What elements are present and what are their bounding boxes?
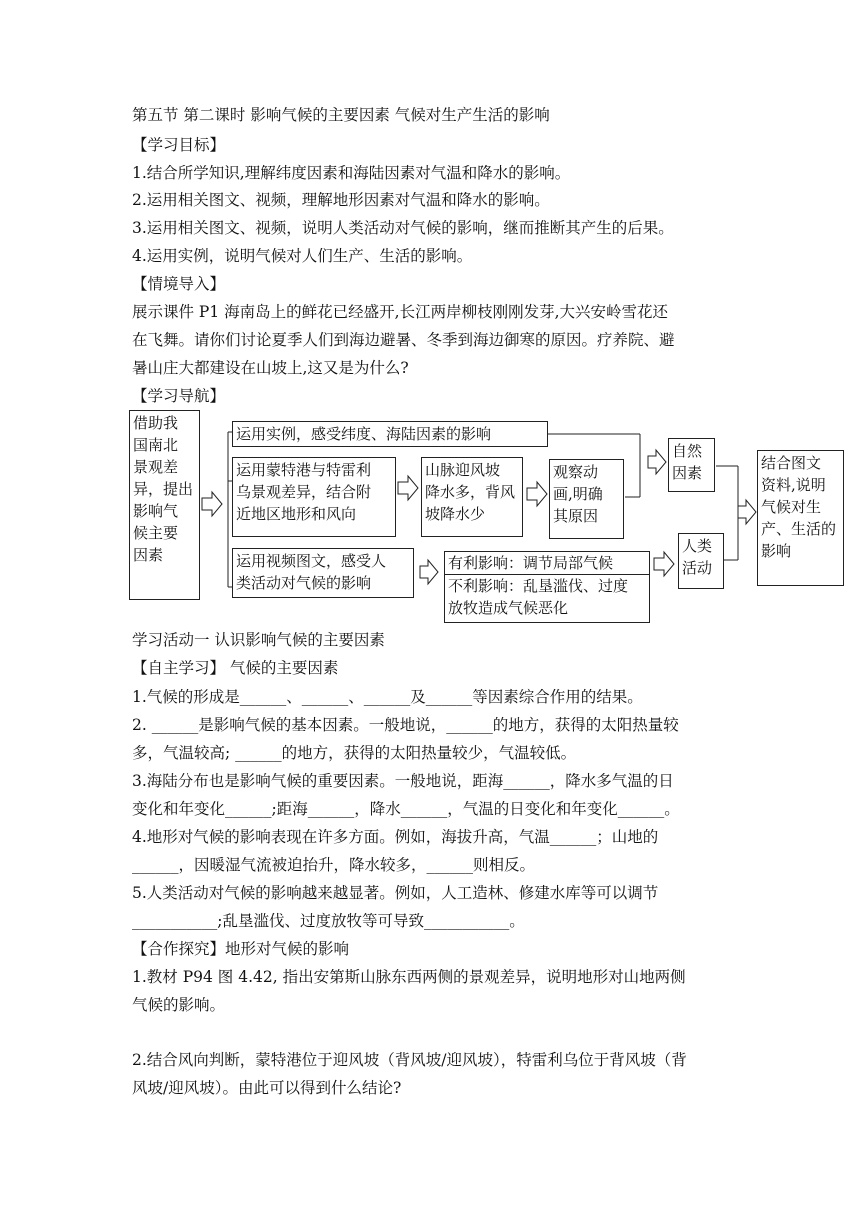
objective-item: 2.运用相关图文、视频，理解地形因素对气温和降水的影响。 — [132, 191, 550, 209]
objective-item: 1.结合所学知识,理解纬度因素和海陆因素对气温和降水的影响。 — [132, 164, 571, 182]
coop-line: 风坡/迎风坡）。由此可以得到什么结论? — [132, 1079, 402, 1097]
self-study-heading: 【自主学习】 气候的主要因素 — [132, 659, 339, 677]
flow-box-human-activity: 人类 活动 — [678, 533, 724, 589]
flow-box-start: 借助我 国南北 景观差 异，提出 影响气 候主要 因素 — [129, 410, 200, 600]
question-line: 2. ______是影响气候的基本因素。一般地说，______的地方，获得的太阳热量较 — [132, 716, 679, 734]
flow-box-mountain-slope: 山脉迎风坡 降水多，背风 坡降水少 — [421, 457, 523, 537]
objectives-heading: 【学习目标】 — [132, 136, 226, 154]
flow-box-natural-factors: 自然 因素 — [668, 438, 715, 492]
question-line: 5.人类活动对气候的影响越来越显著。例如，人工造林、修建水库等可以调节 — [132, 884, 659, 902]
flow-box-observe: 观察动 画,明确 其原因 — [549, 459, 624, 539]
intro-heading: 【情境导入】 — [132, 275, 226, 293]
question-line: ______，因暖湿气流被迫抬升，降水较多，______则相反。 — [132, 856, 536, 874]
page-title: 第五节 第二课时 影响气候的主要因素 气候对生产生活的影响 — [132, 106, 550, 124]
question-line: 4.地形对气候的影响表现在许多方面。例如，海拔升高，气温______；山地的 — [132, 828, 659, 846]
nav-heading: 【学习导航】 — [132, 387, 226, 405]
intro-line: 在飞舞。请你们讨论夏季人们到海边避暑、冬季到海边御寒的原因。疗养院、避 — [132, 331, 675, 349]
arrow-icon — [648, 450, 666, 474]
objective-item: 3.运用相关图文、视频，说明人类活动对气候的影响，继而推断其产生的后果。 — [132, 219, 674, 237]
flow-box-human-video: 运用视频图文，感受人 类活动对气候的影响 — [232, 548, 414, 598]
flow-box-latitude-sea: 运用实例，感受纬度、海陆因素的影响 — [232, 421, 548, 447]
intro-line: 暑山庄大都建设在山坡上,这又是为什么? — [132, 359, 409, 377]
flow-box-effects: 有利影响：调节局部气候 不利影响：乱垦滥伐、过度 放牧造成气候恶化 — [444, 551, 650, 623]
question-line: 变化和年变化______;距海______，降水______，气温的日变化和年变化______。 — [132, 800, 680, 818]
objective-item: 4.运用实例，说明气候对人们生产、生活的影响。 — [132, 247, 473, 265]
coop-line: 2.结合风向判断，蒙特港位于迎风坡（背风坡/迎风坡），特雷利乌位于背风坡（背 — [132, 1051, 687, 1069]
flow-box-result: 结合图文 资料,说明 气候对生 产、生活的 影响 — [757, 450, 844, 586]
arrow-icon — [654, 552, 674, 576]
coop-line: 气候的影响。 — [132, 996, 226, 1014]
arrow-icon — [527, 482, 547, 506]
arrow-icon — [398, 476, 418, 500]
arrow-icon — [738, 500, 756, 524]
question-line: 3.海陆分布也是影响气候的重要因素。一般地说，距海______，降水多气温的日 — [132, 772, 674, 790]
flow-box-terrain-wind: 运用蒙特港与特雷利 乌景观差异，结合附 近地区地形和风向 — [232, 457, 396, 537]
intro-line: 展示课件 P1 海南岛上的鲜花已经盛开,长江两岸柳枝刚刚发芽,大兴安岭雪花还 — [132, 303, 669, 321]
activity-title: 学习活动一 认识影响气候的主要因素 — [132, 631, 385, 649]
coop-line: 1.教材 P94 图 4.42, 指出安第斯山脉东西两侧的景观差异，说明地形对山地两侧 — [132, 968, 686, 986]
arrow-icon — [420, 560, 438, 584]
question-line: ___________;乱垦滥伐、过度放牧等可导致___________。 — [132, 912, 525, 930]
question-line: 1.气候的形成是______、______、______及______等因素综合作用的结果。 — [132, 688, 643, 706]
arrow-icon — [202, 492, 222, 516]
coop-heading: 【合作探究】地形对气候的影响 — [132, 940, 350, 958]
question-line: 多，气温较高; ______的地方，获得的太阳热量较少，气温较低。 — [132, 744, 577, 762]
